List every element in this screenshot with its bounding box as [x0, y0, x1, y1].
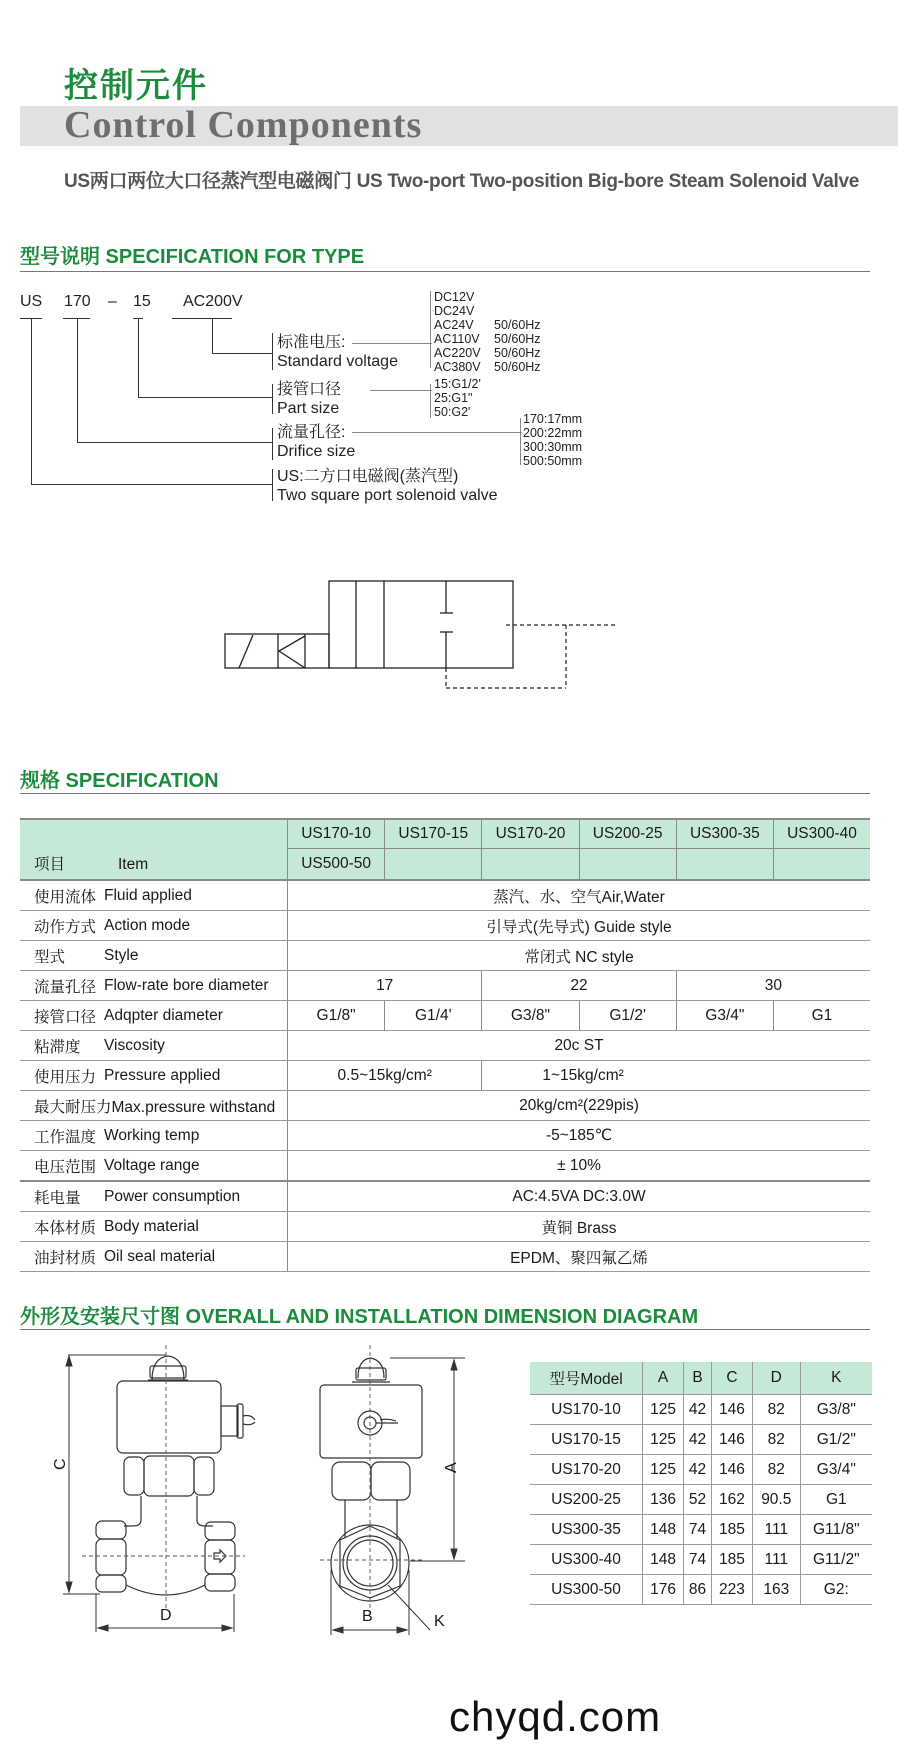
item-header: 项目 Item — [20, 819, 288, 880]
table-cell: G2: — [800, 1575, 872, 1605]
model-header — [385, 849, 482, 881]
table-cell: D — [752, 1362, 800, 1395]
table-cell: 111 — [752, 1545, 800, 1575]
orifice-option: 170:17mm — [523, 412, 583, 426]
table-cell: 176 — [643, 1575, 684, 1605]
model-header: US170-20 — [482, 819, 579, 849]
table-cell: 42 — [684, 1425, 712, 1455]
dimension-table — [530, 1362, 872, 1605]
orifice-label-cn: 流量孔径: — [277, 424, 346, 441]
table-cell: 185 — [711, 1515, 752, 1545]
code-part-dash: – — [108, 293, 117, 310]
table-cell: 74 — [684, 1515, 712, 1545]
specification-table — [20, 818, 870, 1272]
table-cell: 148 — [643, 1515, 684, 1545]
table-row: 动作方式 Action mode 引导式(先导式) Guide style — [20, 911, 870, 941]
table-cell: 90.5 — [752, 1485, 800, 1515]
table-cell: 111 — [752, 1515, 800, 1545]
table-row: 工作温度 Working temp -5~185℃ — [20, 1121, 870, 1151]
table-cell: 型号Model — [530, 1362, 643, 1395]
orifice-label-en: Drifice size — [277, 443, 356, 460]
page-title-cn: 控制元件 — [64, 66, 208, 106]
port-label-cn: 接管口径 — [277, 381, 342, 398]
valve-front-view-drawing — [40, 1340, 310, 1640]
voltage-label-en: Standard voltage — [277, 353, 398, 370]
table-cell: G3/8" — [800, 1395, 872, 1425]
table-row — [530, 1575, 872, 1605]
table-cell: G1/2" — [800, 1425, 872, 1455]
dimension-label-c: C — [52, 1458, 69, 1470]
table-cell: US170-20 — [530, 1455, 643, 1485]
table-cell: 125 — [643, 1395, 684, 1425]
dimension-label-k: K — [434, 1613, 445, 1630]
table-cell: US200-25 — [530, 1485, 643, 1515]
series-label-cn: US:二方口电磁阀(蒸汽型) — [277, 468, 459, 485]
table-cell: 125 — [643, 1455, 684, 1485]
table-cell: 223 — [711, 1575, 752, 1605]
model-header: US170-15 — [385, 819, 482, 849]
table-row: 电压范围 Voltage range ± 10% — [20, 1151, 870, 1182]
table-cell: 146 — [711, 1425, 752, 1455]
section-heading-type: 型号说明 SPECIFICATION FOR TYPE — [20, 246, 365, 268]
table-cell: 82 — [752, 1395, 800, 1425]
valve-side-view-drawing — [300, 1340, 480, 1640]
valve-symbol-diagram — [200, 560, 620, 700]
table-cell: 146 — [711, 1395, 752, 1425]
table-cell: 42 — [684, 1395, 712, 1425]
code-part-voltage: AC200V — [183, 293, 243, 310]
voltage-option: AC220V 50/60Hz — [434, 346, 541, 360]
table-cell: 52 — [684, 1485, 712, 1515]
table-header-row — [20, 819, 870, 849]
table-cell: 185 — [711, 1545, 752, 1575]
table-cell: 74 — [684, 1545, 712, 1575]
section-rule — [20, 1329, 870, 1330]
voltage-option: AC110V 50/60Hz — [434, 332, 541, 346]
model-header: US170-10 — [288, 819, 385, 849]
table-cell: 162 — [711, 1485, 752, 1515]
table-cell: US300-50 — [530, 1575, 643, 1605]
table-row: 使用流体 Fluid applied 蒸汽、水、空气Air,Water — [20, 880, 870, 911]
table-row — [530, 1545, 872, 1575]
table-cell: G3/4" — [800, 1455, 872, 1485]
table-row: 使用压力 Pressure applied 0.5~15kg/cm² 1~15kg/cm² — [20, 1061, 870, 1091]
orifice-option: 200:22mm — [523, 426, 583, 440]
voltage-option: AC380V 50/60Hz — [434, 360, 541, 374]
table-cell: 163 — [752, 1575, 800, 1605]
table-row — [530, 1425, 872, 1455]
code-part-series: US — [20, 293, 43, 310]
model-header: US300-40 — [773, 819, 870, 849]
table-cell: G1 — [800, 1485, 872, 1515]
table-row: 本体材质 Body material 黄铜 Brass — [20, 1212, 870, 1242]
table-row: 流量孔径 Flow-rate bore diameter 17 22 30 — [20, 971, 870, 1001]
table-row — [530, 1455, 872, 1485]
table-cell: 86 — [684, 1575, 712, 1605]
dimension-label-b: B — [362, 1608, 373, 1625]
table-row — [530, 1485, 872, 1515]
table-row — [530, 1515, 872, 1545]
voltage-option: DC24V — [434, 304, 475, 318]
port-option: 25:G1" — [434, 391, 473, 405]
section-rule — [20, 793, 870, 794]
table-cell: 136 — [643, 1485, 684, 1515]
section-heading-dimension: 外形及安装尺寸图 OVERALL AND INSTALLATION DIMENSION DIAGRAM — [20, 1306, 699, 1328]
port-label-en: Part size — [277, 400, 340, 417]
table-cell: 82 — [752, 1425, 800, 1455]
table-cell: A — [643, 1362, 684, 1395]
table-cell: 125 — [643, 1425, 684, 1455]
table-row: 耗电量 Power consumption AC:4.5VA DC:3.0W — [20, 1181, 870, 1212]
table-header-row — [530, 1362, 872, 1395]
product-subtitle: US两口两位大口径蒸汽型电磁阀门 US Two-port Two-position Big-bore Steam Solenoid Valve — [64, 171, 860, 192]
dimension-label-a: A — [443, 1462, 460, 1473]
section-rule — [20, 271, 870, 272]
model-header: US200-25 — [579, 819, 676, 849]
port-option: 15:G1/2' — [434, 377, 481, 391]
page-title-en: Control Components — [64, 104, 423, 146]
voltage-option: AC24V 50/60Hz — [434, 318, 541, 332]
table-cell: US300-35 — [530, 1515, 643, 1545]
table-cell: G11/2" — [800, 1545, 872, 1575]
table-row — [530, 1395, 872, 1425]
orifice-option: 500:50mm — [523, 454, 583, 468]
table-cell: 42 — [684, 1455, 712, 1485]
code-part-port: 15 — [133, 293, 151, 310]
dimension-label-d: D — [160, 1607, 172, 1624]
voltage-label-cn: 标准电压: — [277, 334, 346, 351]
model-header — [579, 849, 676, 881]
model-header: US500-50 — [288, 849, 385, 881]
table-cell: 148 — [643, 1545, 684, 1575]
model-header: US300-35 — [676, 819, 773, 849]
table-row: 接管口径 Adqpter diameter G1/8" G1/4' G3/8" G1/2' G3/4" G1 — [20, 1001, 870, 1031]
model-header — [773, 849, 870, 881]
port-option: 50:G2' — [434, 405, 471, 419]
website-brand: chyqd.com — [449, 1693, 662, 1740]
table-cell: G11/8" — [800, 1515, 872, 1545]
table-row: 油封材质 Oil seal material EPDM、聚四氟乙烯 — [20, 1242, 870, 1272]
table-cell: C — [711, 1362, 752, 1395]
voltage-option: DC12V — [434, 290, 475, 304]
table-row: 粘滞度 Viscosity 20c ST — [20, 1031, 870, 1061]
table-cell: 82 — [752, 1455, 800, 1485]
table-cell: US300-40 — [530, 1545, 643, 1575]
section-heading-spec: 规格 SPECIFICATION — [20, 770, 219, 792]
table-cell: US170-10 — [530, 1395, 643, 1425]
table-row: 型式 Style 常闭式 NC style — [20, 941, 870, 971]
model-header — [482, 849, 579, 881]
model-header — [676, 849, 773, 881]
code-part-orifice: 170 — [64, 293, 91, 310]
orifice-option: 300:30mm — [523, 440, 583, 454]
series-label-en: Two square port solenoid valve — [277, 487, 498, 504]
table-cell: US170-15 — [530, 1425, 643, 1455]
table-cell: 146 — [711, 1455, 752, 1485]
table-cell: B — [684, 1362, 712, 1395]
table-row: 最大耐压力Max.pressure withstand 20kg/cm²(229pis) — [20, 1091, 870, 1121]
table-cell: K — [800, 1362, 872, 1395]
